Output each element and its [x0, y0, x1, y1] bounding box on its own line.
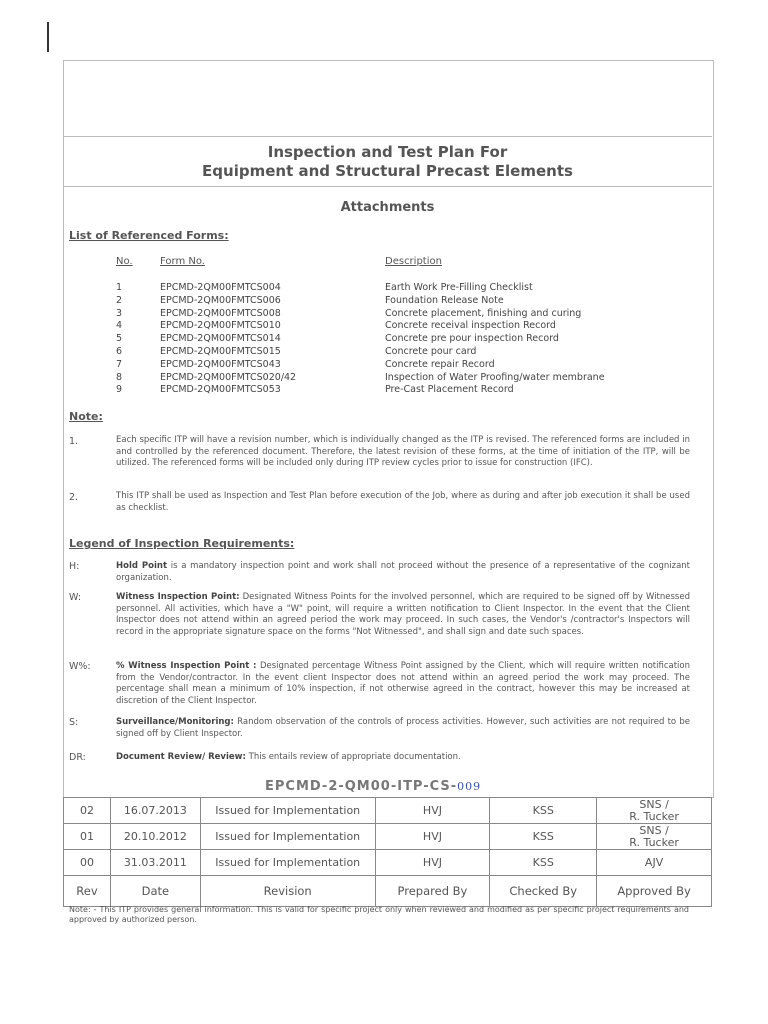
header-rev: Rev [64, 876, 111, 907]
legend-description: Random observation of the controls of process activities. However, such activities are not required to be signed off by Client Inspector. [116, 717, 690, 739]
approved-line1: AJV [644, 855, 664, 869]
form-form: EPCMD-2QM00FMTCS020/42 [160, 371, 297, 383]
form-desc: Concrete pre pour inspection Record [385, 333, 559, 345]
revision-row [64, 798, 712, 824]
legend-description: Designated percentage Witness Point assigned by the Client, which will require written notification from the Vendor/contractor. In the event client Inspector does not attend within an agreed period the work may proceed. The percentage shall mean a minimum of 10% inspection, if not otherwise agreed in the contract, however this may be increased at discretion of the Client Inspector. [116, 661, 690, 706]
header-prepared: Prepared By [375, 876, 490, 907]
form-desc: Concrete receival inspection Record [385, 320, 556, 332]
form-form: EPCMD-2QM00FMTCS043 [160, 358, 281, 370]
doc-number-printed: EPCMD-2-QM00-ITP-CS- [265, 779, 458, 794]
form-form: EPCMD-2QM00FMTCS053 [160, 384, 281, 396]
form-form: EPCMD-2QM00FMTCS008 [160, 307, 281, 319]
form-form: EPCMD-2QM00FMTCS006 [160, 294, 281, 306]
form-no: 7 [116, 358, 123, 370]
approved-line1: SNS / [639, 823, 669, 837]
form-form: EPCMD-2QM00FMTCS004 [160, 282, 281, 293]
revision-date: 31.03.2011 [110, 850, 200, 876]
approved-line2: R. Tucker [629, 809, 679, 823]
legend-description: is a mandatory inspection point and work shall not proceed without the presence of a representative of the cognizant organization. [116, 561, 690, 583]
form-desc: Inspection of Water Proofing/water membrane [385, 371, 605, 383]
form-desc: Earth Work Pre-Filling Checklist [385, 282, 533, 293]
legend-description: This entails review of appropriate documentation. [245, 752, 461, 762]
note2-number: 2. [69, 492, 79, 503]
doc-title-line2: Equipment and Structural Precast Elements [202, 162, 573, 180]
note2-text: This ITP shall be used as Inspection and Test Plan before execution of the Job, where as during and after job execution it shall be used as checklist. [116, 491, 690, 513]
legend-description: Designated Witness Points for the involved personnel, which are required to be signed off by Witnessed personnel. All activities, which have a "W" point, will require a written notification to Client Inspector. In the event that the Client Inspector does not attend within an agreed period the work may proceed. In such cases, the Vendor's /contractor's Inspectors will record in the appropriate signature space on the forms "Not Witnessed", and shall sign and date such spaces. [116, 592, 690, 637]
form-no: 4 [116, 320, 123, 332]
legend-term: Surveillance/Monitoring: [116, 717, 234, 727]
legend-term: Document Review/ Review: [116, 752, 246, 762]
attachments-heading: Attachments [340, 200, 435, 215]
revision-date: 20.10.2012 [110, 824, 200, 850]
forms-heading: List of Referenced Forms: [69, 229, 229, 242]
revision-table [63, 797, 712, 907]
revision-approved [597, 798, 712, 824]
legend-text [116, 592, 690, 638]
revision-prepared: HVJ [375, 824, 490, 850]
form-desc: Pre-Cast Placement Record [385, 384, 514, 396]
form-desc: Concrete placement, finishing and curing [385, 307, 582, 319]
revision-checked: KSS [490, 824, 597, 850]
form-no: 6 [116, 346, 123, 357]
legend-term: Hold Point [116, 561, 168, 571]
col-no: No. [116, 256, 133, 267]
legend-text [116, 752, 690, 764]
doc-number-handwritten: 009 [457, 780, 482, 793]
revision-prepared: HVJ [375, 798, 490, 824]
form-no: 5 [116, 333, 123, 345]
divider [63, 186, 712, 187]
revision-revision: Issued for Implementation [200, 824, 375, 850]
footer-note: Note: - This ITP provides general information. This is valid for specific project only when reviewed and modified as per specific project requirements and approved by authorized person. [69, 905, 689, 924]
legend-code: S: [69, 717, 79, 728]
form-form: EPCMD-2QM00FMTCS015 [160, 346, 281, 357]
note1-text: Each specific ITP will have a revision number, which is individually changed as the ITP is revised. The referenced forms are included in and controlled by the referenced document. Therefore, the latest revision of these forms, at the time of initiation of the ITP, will be utilized. The referenced forms will be included only during ITP review cycles prior to issue for construction (IFC). [116, 435, 690, 468]
legend-code: W: [69, 592, 82, 603]
header-revision: Revision [200, 876, 375, 907]
revision-approved [597, 850, 712, 876]
col-form: Form No. [160, 256, 205, 267]
form-no: 3 [116, 307, 123, 319]
legend-code: DR: [69, 752, 86, 763]
revision-revision: Issued for Implementation [200, 850, 375, 876]
header-blank-box [63, 60, 712, 137]
revision-prepared: HVJ [375, 850, 490, 876]
revision-checked: KSS [490, 798, 597, 824]
form-form: EPCMD-2QM00FMTCS010 [160, 320, 281, 332]
approved-line1: SNS / [639, 797, 669, 811]
legend-code: H: [69, 561, 80, 572]
col-desc: Description [385, 256, 442, 267]
legend-text [116, 561, 690, 584]
form-form: EPCMD-2QM00FMTCS014 [160, 333, 281, 345]
revision-row [64, 824, 712, 850]
header-date: Date [110, 876, 200, 907]
note-heading: Note: [69, 410, 103, 423]
revision-revision: Issued for Implementation [200, 798, 375, 824]
revision-approved [597, 824, 712, 850]
note1-number: 1. [69, 436, 79, 447]
doc-number [265, 779, 481, 794]
revision-header-row [64, 876, 712, 907]
form-no: 9 [116, 384, 123, 396]
scan-mark [47, 22, 49, 52]
header-checked: Checked By [490, 876, 597, 907]
legend-code: W%: [69, 661, 91, 672]
revision-checked: KSS [490, 850, 597, 876]
form-no: 1 [116, 282, 123, 293]
legend-term: Witness Inspection Point: [116, 592, 240, 602]
legend-text [116, 717, 690, 740]
legend-text [116, 661, 690, 707]
legend-term: % Witness Inspection Point : [116, 661, 257, 671]
revision-row [64, 850, 712, 876]
form-desc: Concrete repair Record [385, 358, 495, 370]
form-desc: Concrete pour card [385, 346, 477, 357]
approved-line2: R. Tucker [629, 835, 679, 849]
revision-rev: 01 [64, 824, 111, 850]
revision-date: 16.07.2013 [110, 798, 200, 824]
revision-rev: 00 [64, 850, 111, 876]
revision-rev: 02 [64, 798, 111, 824]
form-no: 8 [116, 371, 123, 383]
legend-heading: Legend of Inspection Requirements: [69, 537, 295, 550]
form-no: 2 [116, 294, 123, 306]
doc-title-line1: Inspection and Test Plan For [267, 143, 508, 161]
header-approved: Approved By [597, 876, 712, 907]
form-desc: Foundation Release Note [385, 294, 504, 306]
